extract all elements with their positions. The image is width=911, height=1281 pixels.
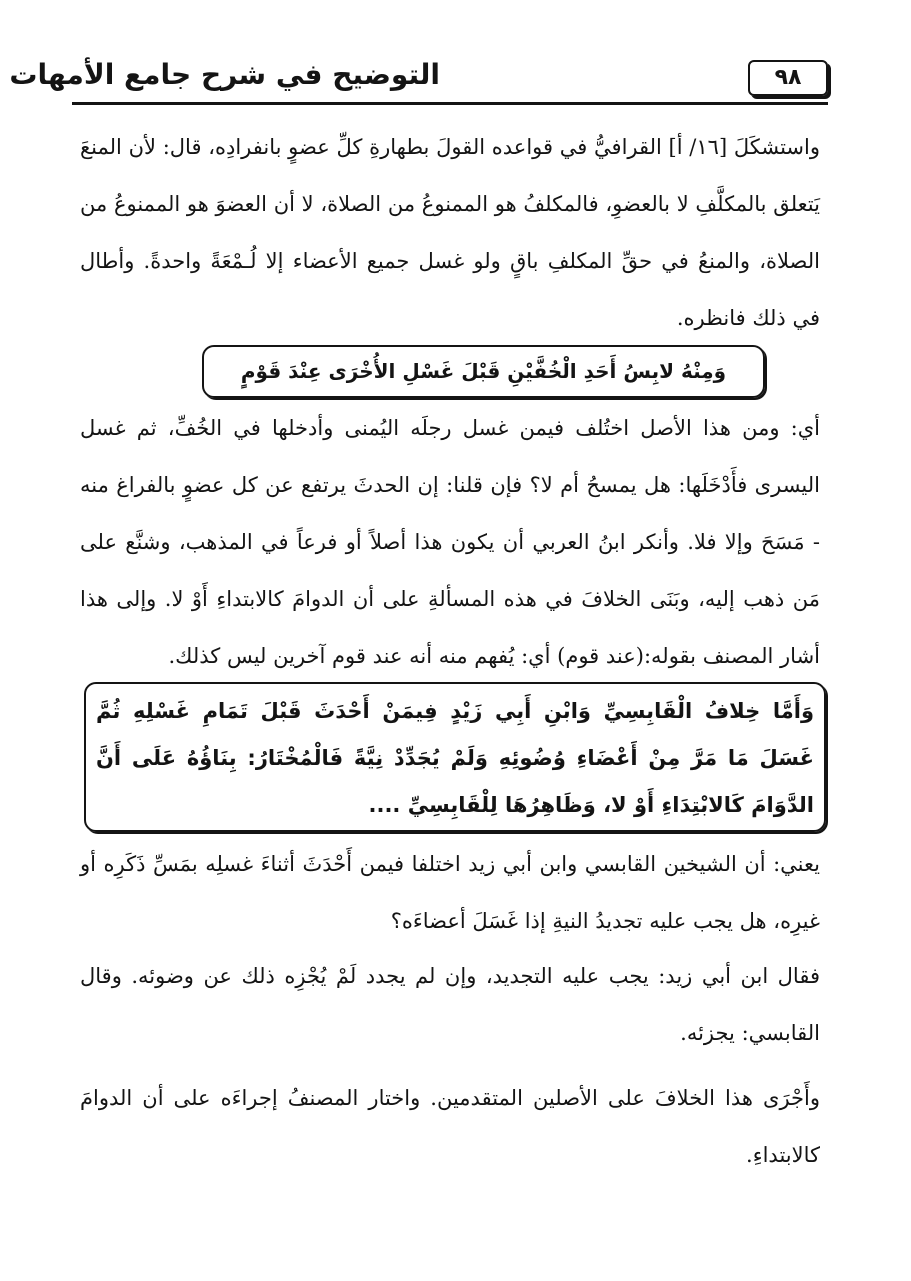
page-number: ٩٨ bbox=[748, 60, 828, 96]
page-header bbox=[9, 54, 828, 108]
commentary-paragraph: يعني: أن الشيخين القابسي وابن أبي زيد اختلفا فيمن أَحْدَثَ أثناءَ غسلِه بمَسِّ ذَكَرِه أو غيرِه، هل يجب عليه تجديدُ النيةِ إذا غَسَلَ أعضاءَه؟ bbox=[80, 852, 820, 933]
header-rule bbox=[72, 102, 828, 105]
running-title: التوضيح في شرح جامع الأمهات bbox=[9, 58, 440, 91]
commentary-paragraph: واستشكَلَ [١٦/ أ] القرافيُّ في قواعده القولَ بطهارةِ كلِّ عضوٍ بانفرادِه، قال: لأن المنعَ يَتعلق بالمكلَّفِ لا بالعضوِ، فالمكلفُ هو الممنوعُ من الصلاة، لا أن العضوَ هو الممنوعُ من الصلاة، والمنعُ في حقِّ المكلفِ باقٍ ولو غسل جميع الأعضاء إلا لُـمْعَةً واحدةً. وأطال في ذلك فانظره. bbox=[80, 135, 820, 330]
matn-box: وَأَمَّا خِلافُ الْقَابِسِيِّ وَابْنِ أَبِي زَيْدٍ فِيمَنْ أَحْدَثَ قَبْلَ تَمَامِ غَسْلِهِ ثُمَّ غَسَلَ مَا مَرَّ مِنْ أَعْضَاءِ وُضُوئِهِ وَلَمْ يُجَدِّدْ نِيَّةً فَالْمُخْتَارُ: بِنَاؤُهُ عَلَى أَنَّ الدَّوَامَ كَالابْتِدَاءِ أَوْ لا، وَظَاهِرُهَا لِلْقَابِسِيِّ .... bbox=[84, 682, 826, 832]
matn-box: وَمِنْهُ لابِسُ أَحَدِ الْخُفَّيْنِ قَبْلَ غَسْلِ الأُخْرَى عِنْدَ قَوْمٍ bbox=[202, 345, 765, 398]
commentary-paragraph: وأَجْرَى هذا الخلافَ على الأصلين المتقدمين. واختار المصنفُ إجراءَه على أن الدوامَ كالابتداءِ. bbox=[80, 1086, 820, 1167]
commentary-paragraph: أي: ومن هذا الأصل اختُلف فيمن غسل رجلَه اليُمنى وأدخلها في الخُفِّ، ثم غسل اليسرى فأَدْخَلَها: هل يمسحُ أم لا؟ فإن قلنا: إن الحدثَ يرتفع عن كل عضوٍ بالفراغ منه - مَسَحَ وإلا فلا. وأنكر ابنُ العربي أن يكون هذا أصلاً أو فرعاً في المذهب، وشنَّع على مَن ذهب إليه، وبَنَى الخلافَ في هذه المسألةِ على أن الدوامَ كالابتداءِ أَوْ لا. وإلى هذا أشار المصنف بقوله:(عند قوم) أي: يُفهم منه أنه عند قوم آخرين ليس كذلك. bbox=[80, 416, 820, 668]
commentary-paragraph: فقال ابن أبي زيد: يجب عليه التجديد، وإن لم يجدد لَمْ يُجْزِه ذلك عن وضوئه. وقال القابسي: يجزئه. bbox=[80, 964, 820, 1045]
